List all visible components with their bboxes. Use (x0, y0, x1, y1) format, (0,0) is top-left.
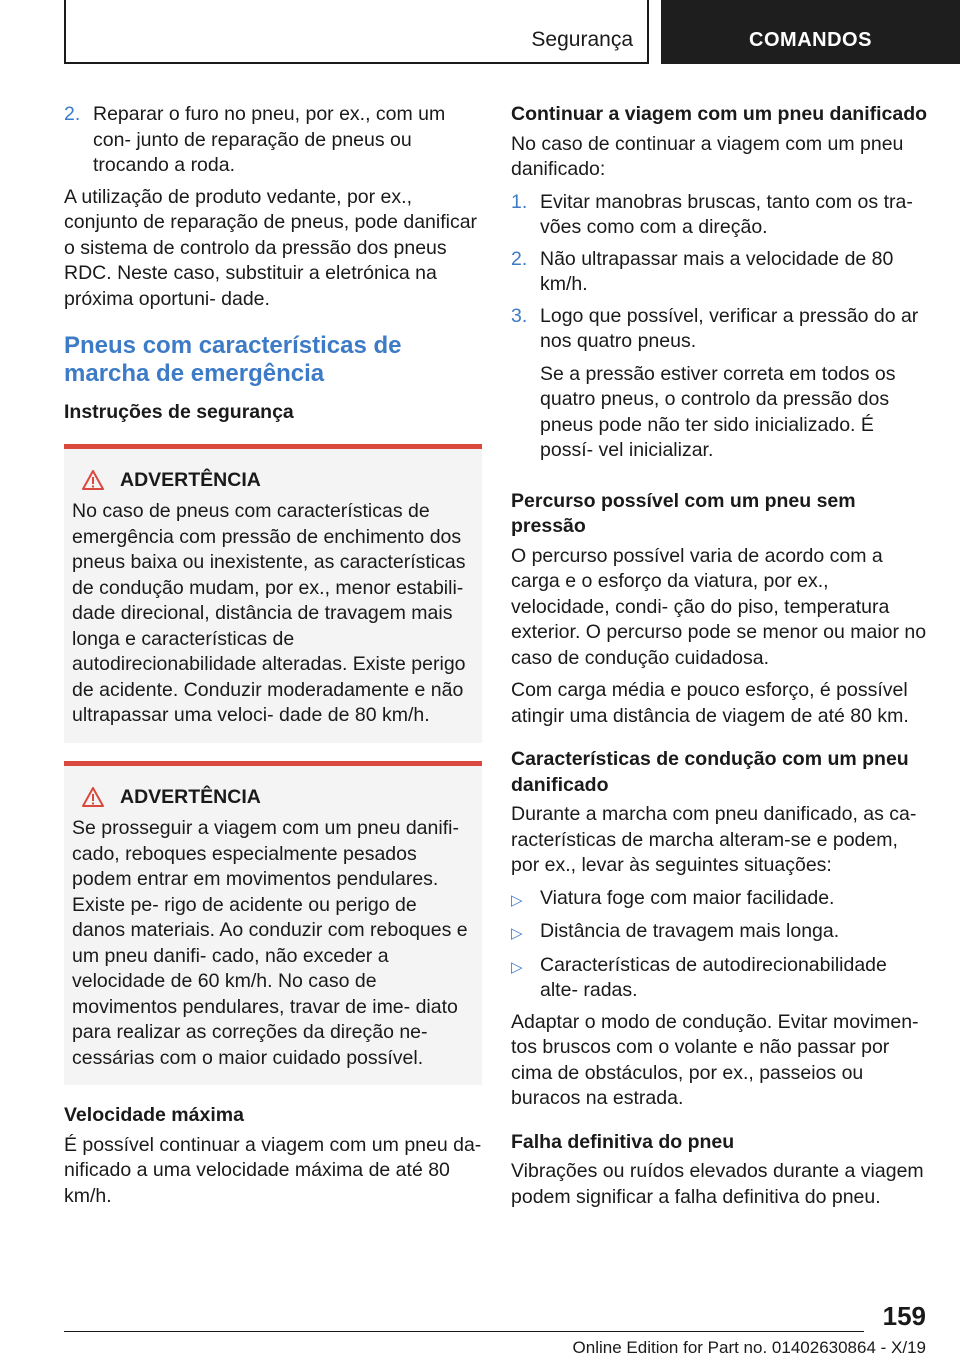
warning-box (64, 761, 482, 1086)
bullet-item (511, 919, 929, 947)
list-number: 2. (64, 103, 81, 125)
paragraph: É possível continuar a viagem com um pneu da‐ nificado a uma velocidade máxima de até 80 km/h. (64, 1133, 482, 1207)
warning-label: ADVERTÊNCIA (120, 468, 261, 491)
bullet-text: Características de autodirecionabilidade alte‐ radas. (540, 953, 887, 1001)
warning-text: Se prosseguir a viagem com um pneu danifi‐ cado, reboques especialmente pesados podem entrar em movimentos pendulares. Existe pe‐ rigo de acidente ou perigo de danos materiais. Ao conduzir com reboques e um pneu danifi‐ cado, não exceder a velocidade de 60 km/h. No caso de movimentos pendulares, travar de ime‐ diato para realizar as correções da direção ne‐ cessárias com o maior cuidado possível. (72, 817, 468, 1069)
right-column (511, 102, 929, 1217)
paragraph: Com carga média e pouco esforço, é possível atingir uma distância de viagem de até 80 km. (511, 679, 909, 727)
warning-title (72, 468, 474, 494)
list-item (511, 247, 929, 298)
list-item (511, 304, 929, 471)
warning-box (64, 444, 482, 743)
list-number: 1. (511, 190, 528, 213)
paragraph: No caso de continuar a viagem com um pneu danificado: (511, 132, 904, 180)
bullet-text: Viatura foge com maior facilidade. (540, 886, 835, 909)
warning-label: ADVERTÊNCIA (120, 785, 261, 808)
paragraph: Durante a marcha com pneu danificado, as ca‐ racterísticas de marcha alteram-se e podem, por ex., levar às seguintes situações: (511, 803, 917, 876)
list-number: 2. (511, 247, 528, 270)
paragraph: O percurso possível varia de acordo com a carga e o esforço da viatura, por ex., velocidade, condi‐ ção do piso, temperatura exterior. O percurso pode se menor ou maior no caso de condução cuidadosa. (511, 544, 927, 669)
page-number: 159 (882, 1301, 926, 1331)
bullet-item (511, 886, 929, 914)
list-text: Reparar o furo no pneu, por ex., com um con‐ junto de reparação de pneus ou trocando a roda. (93, 103, 446, 176)
list-body (540, 304, 929, 471)
header-section-tab (64, 0, 649, 64)
bullet-item (511, 953, 929, 1004)
list-text: Logo que possível, verificar a pressão do ar nos quatro pneus. (540, 304, 919, 352)
warning-text: No caso de pneus com características de emergência com pressão de enchimento dos pneus baixa ou inexistente, as características de condução mudam, por ex., menor estabili‐ dade direcional, distância de travagem mais longa e características de autodirecionabilidade alteradas. Existe perigo de acidente. Conduzir moderadamente e não ultrapassar uma veloci‐ dade de 80 km/h. (72, 500, 466, 726)
triangle-bullet-icon: ▷ (511, 958, 523, 976)
list-item (511, 190, 929, 241)
triangle-bullet-icon: ▷ (511, 925, 523, 942)
subsection-heading: Percurso possível com um pneu sem pressão (511, 489, 856, 537)
footer-edition: Online Edition for Part no. 01402630864 - X/19 (572, 1338, 926, 1357)
footer-divider (64, 1331, 864, 1332)
paragraph: Adaptar o modo de condução. Evitar movimen‐ tos bruscos com o volante e não passar por cima de obstáculos, por ex., passeios ou buracos na estrada. (511, 1010, 919, 1109)
warning-title (72, 785, 474, 811)
paragraph: A utilização de produto vedante, por ex., conjunto de reparação de pneus, pode danificar o sistema de controlo da pressão dos pneus RDC. Neste caso, substituir a eletrónica na próxima oportuni‐ dade. (64, 185, 478, 310)
paragraph: Vibrações ou ruídos elevados durante a viagem podem significar a falha definitiva do pneu. (511, 1160, 924, 1208)
warning-triangle-icon (82, 470, 104, 490)
subsection-heading: Continuar a viagem com um pneu danificado (511, 103, 928, 125)
header-chapter-tab (661, 0, 960, 64)
subsection-heading: Características de condução com um pneu danificado (511, 748, 909, 796)
subsection-heading: Falha definitiva do pneu (511, 1130, 735, 1153)
left-column (64, 102, 482, 1216)
bullet-text: Distância de travagem mais longa. (540, 920, 840, 942)
list-item (64, 102, 482, 179)
section-heading: Pneus com características de marcha de emergência (64, 332, 402, 387)
subsection-heading: Instruções de segurança (64, 401, 294, 423)
warning-triangle-icon (82, 787, 104, 807)
list-text: Evitar manobras bruscas, tanto com os tra‐ vões como com a direção. (540, 190, 913, 238)
list-text: Não ultrapassar mais a velocidade de 80 km/h. (540, 247, 894, 295)
triangle-bullet-icon: ▷ (511, 891, 523, 909)
section-title: Segurança (531, 28, 633, 51)
chapter-title: COMANDOS (749, 29, 872, 51)
list-number: 3. (511, 304, 528, 327)
subsection-heading: Velocidade máxima (64, 1104, 244, 1126)
list-text-extra: Se a pressão estiver correta em todos os quatro pneus, o controlo da pressão dos pneus pode não ter sido inicializado. É possí‐ vel inicializar. (540, 362, 896, 461)
